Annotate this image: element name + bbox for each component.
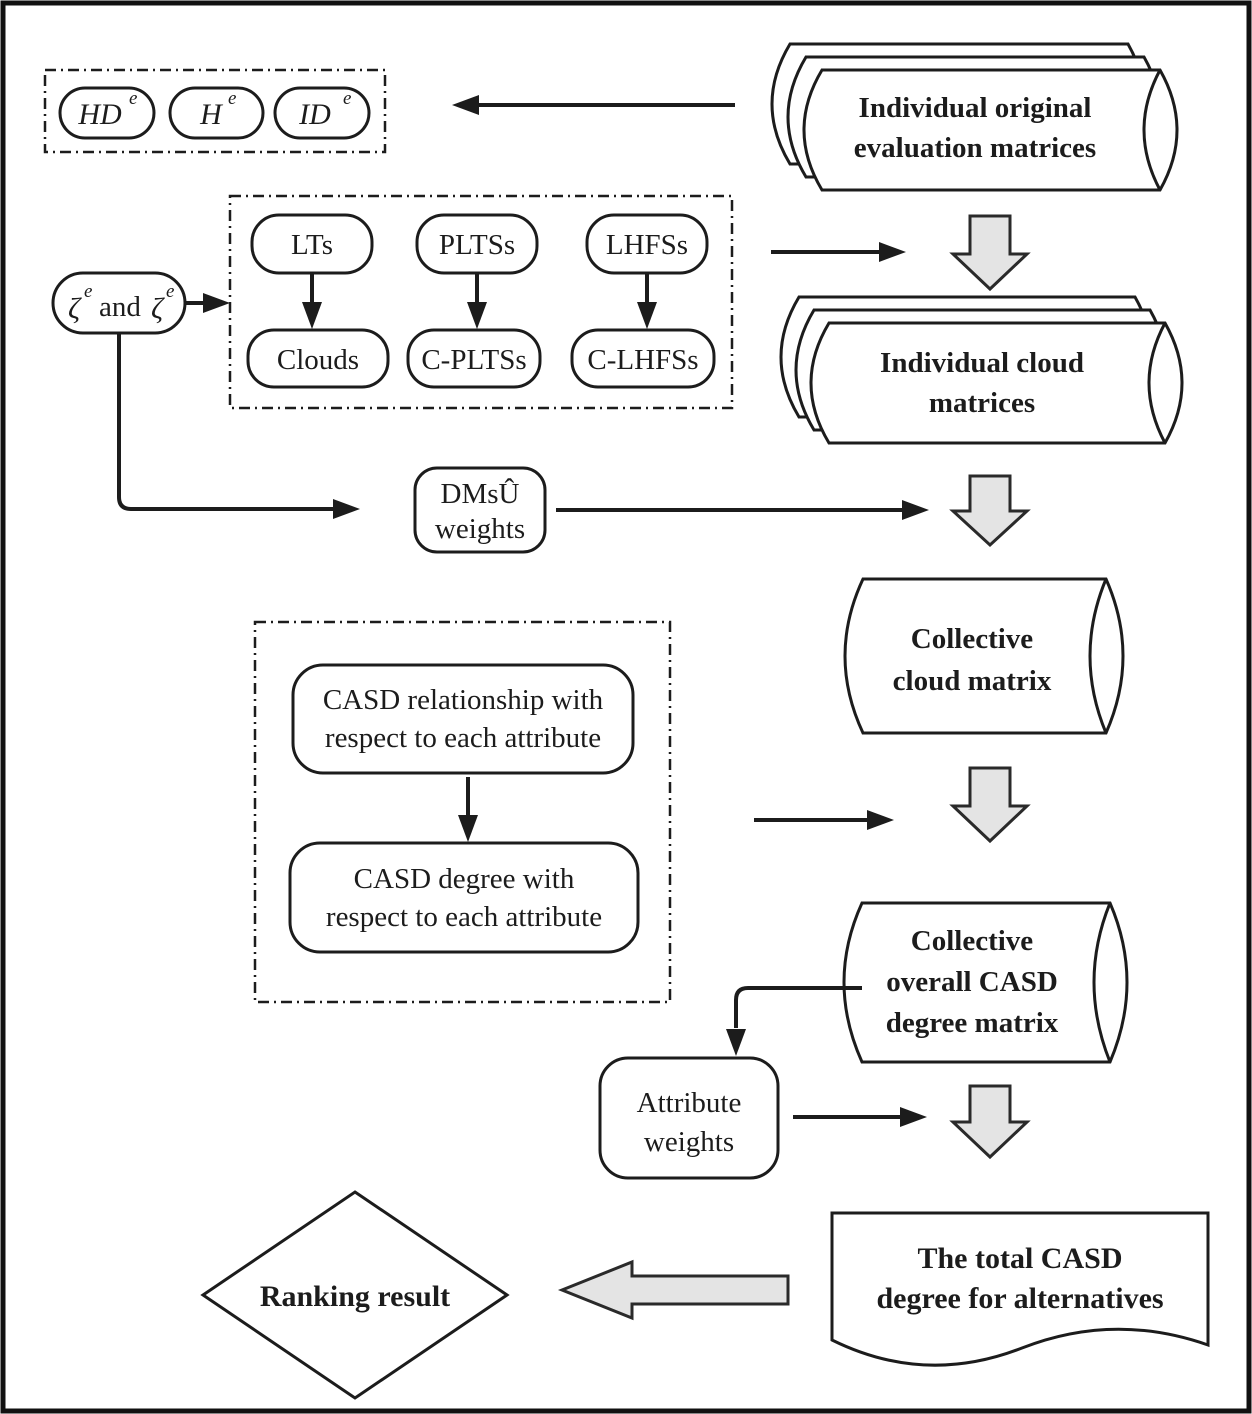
node-casd-relationship	[293, 665, 633, 773]
attr-line1: Attribute	[636, 1087, 742, 1119]
ind-cloud-line1: Individual cloud	[880, 347, 1084, 379]
node-collective-cloud-matrix	[845, 579, 1123, 733]
coll-cloud-line1: Collective	[910, 623, 1034, 655]
ind-cloud-line2: matrices	[928, 387, 1036, 419]
node-pltss	[417, 215, 537, 273]
lts-label: LTs	[290, 229, 334, 261]
lhfss-label: LHFSs	[605, 229, 689, 261]
arrow-casdbox-to-collcasd	[754, 810, 894, 830]
arrow-conversion-to-cloudmatrices	[771, 242, 906, 262]
node-lts	[252, 215, 372, 273]
node-individual-cloud-matrices	[781, 297, 1182, 443]
clhfss-label: C-LHFSs	[587, 344, 699, 376]
node-clhfss	[572, 330, 714, 387]
ranking-label: Ranking result	[259, 1280, 451, 1313]
arrow-attrweights-to-total	[793, 1107, 927, 1127]
casd-deg-line1: CASD degree with	[353, 863, 575, 895]
node-cpltss	[408, 330, 540, 387]
arrow-lts-to-clouds	[302, 274, 322, 329]
attr-line2: weights	[643, 1126, 735, 1158]
node-lhfss	[587, 215, 707, 273]
block-arrow-down-1	[953, 216, 1027, 289]
hd-label: HD	[78, 98, 122, 131]
clouds-label: Clouds	[276, 344, 360, 376]
arrow-casdrel-to-casddeg	[458, 777, 478, 842]
id-label: ID	[299, 98, 331, 131]
arrow-dmsweights-to-collcloud	[556, 500, 929, 520]
zeta-2: ζ	[151, 292, 164, 325]
block-arrow-down-4	[953, 1086, 1027, 1157]
arrow-pltss-to-cpltss	[467, 274, 487, 329]
total-casd-line2: degree for alternatives	[876, 1282, 1164, 1315]
block-arrow-left	[562, 1262, 788, 1318]
zeta-sup-1: e	[84, 281, 93, 302]
casd-degree-box	[290, 843, 638, 952]
zeta-1: ζ	[68, 292, 81, 325]
casd-relationship-box	[293, 665, 633, 773]
ind-orig-line1: Individual original	[858, 92, 1092, 124]
node-collective-overall-casd	[844, 903, 1127, 1062]
node-hd	[60, 88, 154, 138]
casd-rel-line1: CASD relationship with	[322, 684, 604, 716]
coll-casd-line1: Collective	[910, 925, 1034, 957]
coll-casd-line2: overall CASD	[886, 966, 1058, 998]
zeta-and: and	[99, 291, 141, 323]
dms-line1: DMsÛ	[440, 478, 520, 510]
arrow-collcasd-to-attrweights	[726, 988, 862, 1056]
h-label: H	[200, 98, 222, 131]
node-individual-original-matrices	[772, 44, 1177, 190]
dms-line2: weights	[434, 513, 526, 545]
arrow-lhfss-to-clhfss	[637, 274, 657, 329]
node-total-casd-degree	[832, 1213, 1208, 1365]
zeta-sup-2: e	[166, 281, 175, 302]
pltss-label: PLTSs	[438, 229, 516, 261]
node-zeta	[53, 273, 185, 333]
casd-rel-line2: respect to each attribute	[324, 722, 602, 754]
hd-sup: e	[129, 88, 138, 109]
block-arrow-down-3	[953, 768, 1027, 841]
coll-casd-line3: degree matrix	[885, 1007, 1059, 1039]
ind-orig-line2: evaluation matrices	[853, 132, 1097, 164]
node-id	[275, 88, 369, 138]
node-ranking-result	[203, 1192, 507, 1398]
total-casd-line1: The total CASD	[917, 1242, 1123, 1275]
node-h	[170, 88, 263, 138]
arrow-zeta-to-conversion	[186, 293, 230, 313]
arrow-origmatrices-to-linginfo	[452, 95, 735, 115]
node-clouds	[248, 330, 388, 387]
block-arrow-down-2	[953, 476, 1027, 545]
casd-deg-line2: respect to each attribute	[325, 901, 603, 933]
id-sup: e	[343, 88, 352, 109]
h-sup: e	[228, 88, 237, 109]
node-attribute-weights	[600, 1058, 778, 1178]
cpltss-label: C-PLTSs	[421, 344, 527, 376]
node-casd-degree	[290, 843, 638, 952]
coll-cloud-line2: cloud matrix	[892, 665, 1052, 697]
node-dms-weights	[415, 468, 545, 552]
